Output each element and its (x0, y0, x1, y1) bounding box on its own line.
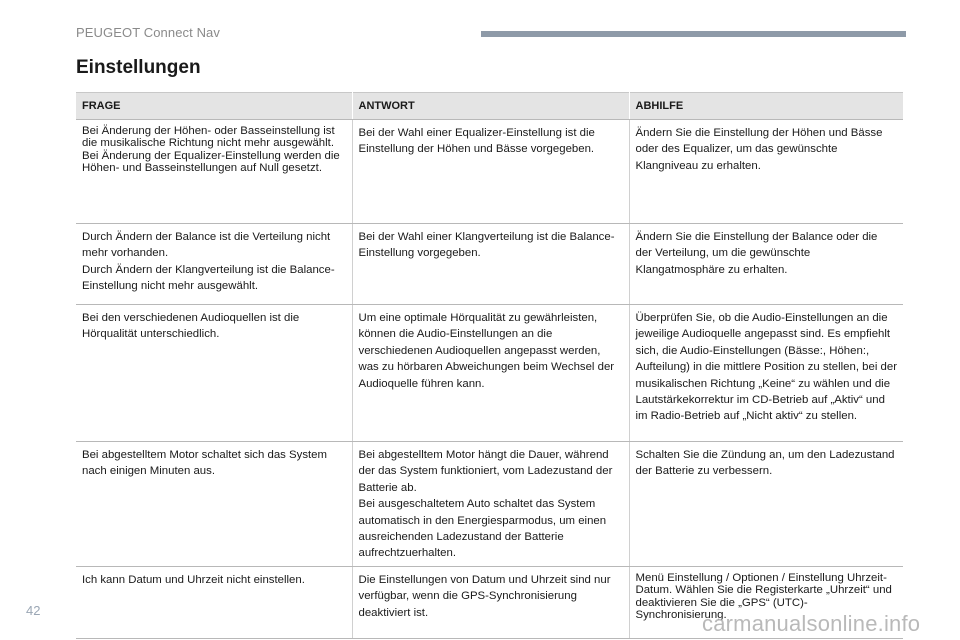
column-header-frage: FRAGE (76, 93, 352, 120)
cell-abhilfe: Menü Einstellung / Optionen / Einstellung Uhrzeit-Datum. Wählen Sie die Registerkarte „Uhrzeit“ und deaktivieren Sie die „GPS“ (UTC)-Synchronisierung. (629, 566, 903, 638)
table-row (76, 120, 903, 224)
column-header-abhilfe: ABHILFE (629, 93, 903, 120)
manual-header-title: PEUGEOT Connect Nav (76, 25, 220, 40)
cell-abhilfe: Ändern Sie die Einstellung der Höhen und Bässe oder des Equalizer, um das gewünschte Klangniveau zu erhalten. (629, 120, 903, 224)
cell-frage: Bei Änderung der Höhen- oder Basseinstellung ist die musikalische Richtung nicht mehr ausgewählt. Bei Änderung der Equalizer-Einstellung werden die Höhen- und Basseinstellungen auf Null gesetzt. (76, 120, 352, 224)
cell-abhilfe: Überprüfen Sie, ob die Audio-Einstellungen an die jeweilige Audioquelle angepasst sind. Es empfiehlt sich, die Audio-Einstellungen (Bässe:, Höhen:, Aufteilung) in die mittlere Position zu stellen, bei der musikalischen Richtung „Keine“ zu wählen und die Lautstärkekorrektur im CD-Betrieb auf „Aktiv“ und im Radio-Betrieb auf „Nicht aktiv“ zu stellen. (629, 305, 903, 442)
cell-antwort: Bei der Wahl einer Equalizer-Einstellung ist die Einstellung der Höhen und Bässe vorgegeben. (352, 120, 629, 224)
cell-abhilfe: Ändern Sie die Einstellung der Balance oder die der Verteilung, um die gewünschte Klangatmosphäre zu erhalten. (629, 224, 903, 305)
table-row (76, 224, 903, 305)
table-row (76, 442, 903, 567)
table-header-row (76, 93, 903, 120)
cell-antwort: Bei abgestelltem Motor hängt die Dauer, während der das System funktioniert, vom Ladezustand der Batterie ab. Bei ausgeschaltetem Auto schaltet das System automatisch in den Energiesparmodus, um einen ausreichenden Ladezustand der Batterie aufrechtzuerhalten. (352, 442, 629, 567)
header-rule-bar (481, 31, 906, 37)
page-number: 42 (26, 603, 41, 618)
column-header-antwort: ANTWORT (352, 93, 629, 120)
watermark: carmanualsonline.info (702, 611, 921, 636)
cell-antwort: Die Einstellungen von Datum und Uhrzeit sind nur verfügbar, wenn die GPS-Synchronisierung deaktiviert ist. (352, 566, 629, 638)
table-row (76, 305, 903, 442)
cell-antwort: Bei der Wahl einer Klangverteilung ist die Balance-Einstellung vorgegeben. (352, 224, 629, 305)
faq-table (76, 92, 903, 639)
cell-antwort: Um eine optimale Hörqualität zu gewährleisten, können die Audio-Einstellungen an die verschiedenen Audioquellen angepasst werden, was zu hörbaren Abweichungen beim Wechsel der Audioquelle führen kann. (352, 305, 629, 442)
cell-frage: Ich kann Datum und Uhrzeit nicht einstellen. (76, 566, 352, 638)
cell-frage: Bei abgestelltem Motor schaltet sich das System nach einigen Minuten aus. (76, 442, 352, 567)
cell-abhilfe: Schalten Sie die Zündung an, um den Ladezustand der Batterie zu verbessern. (629, 442, 903, 567)
cell-frage: Bei den verschiedenen Audioquellen ist die Hörqualität unterschiedlich. (76, 305, 352, 442)
page-title: Einstellungen (76, 57, 201, 78)
cell-frage: Durch Ändern der Balance ist die Verteilung nicht mehr vorhanden. Durch Ändern der Klangverteilung ist die Balance-Einstellung nicht mehr ausgewählt. (76, 224, 352, 305)
